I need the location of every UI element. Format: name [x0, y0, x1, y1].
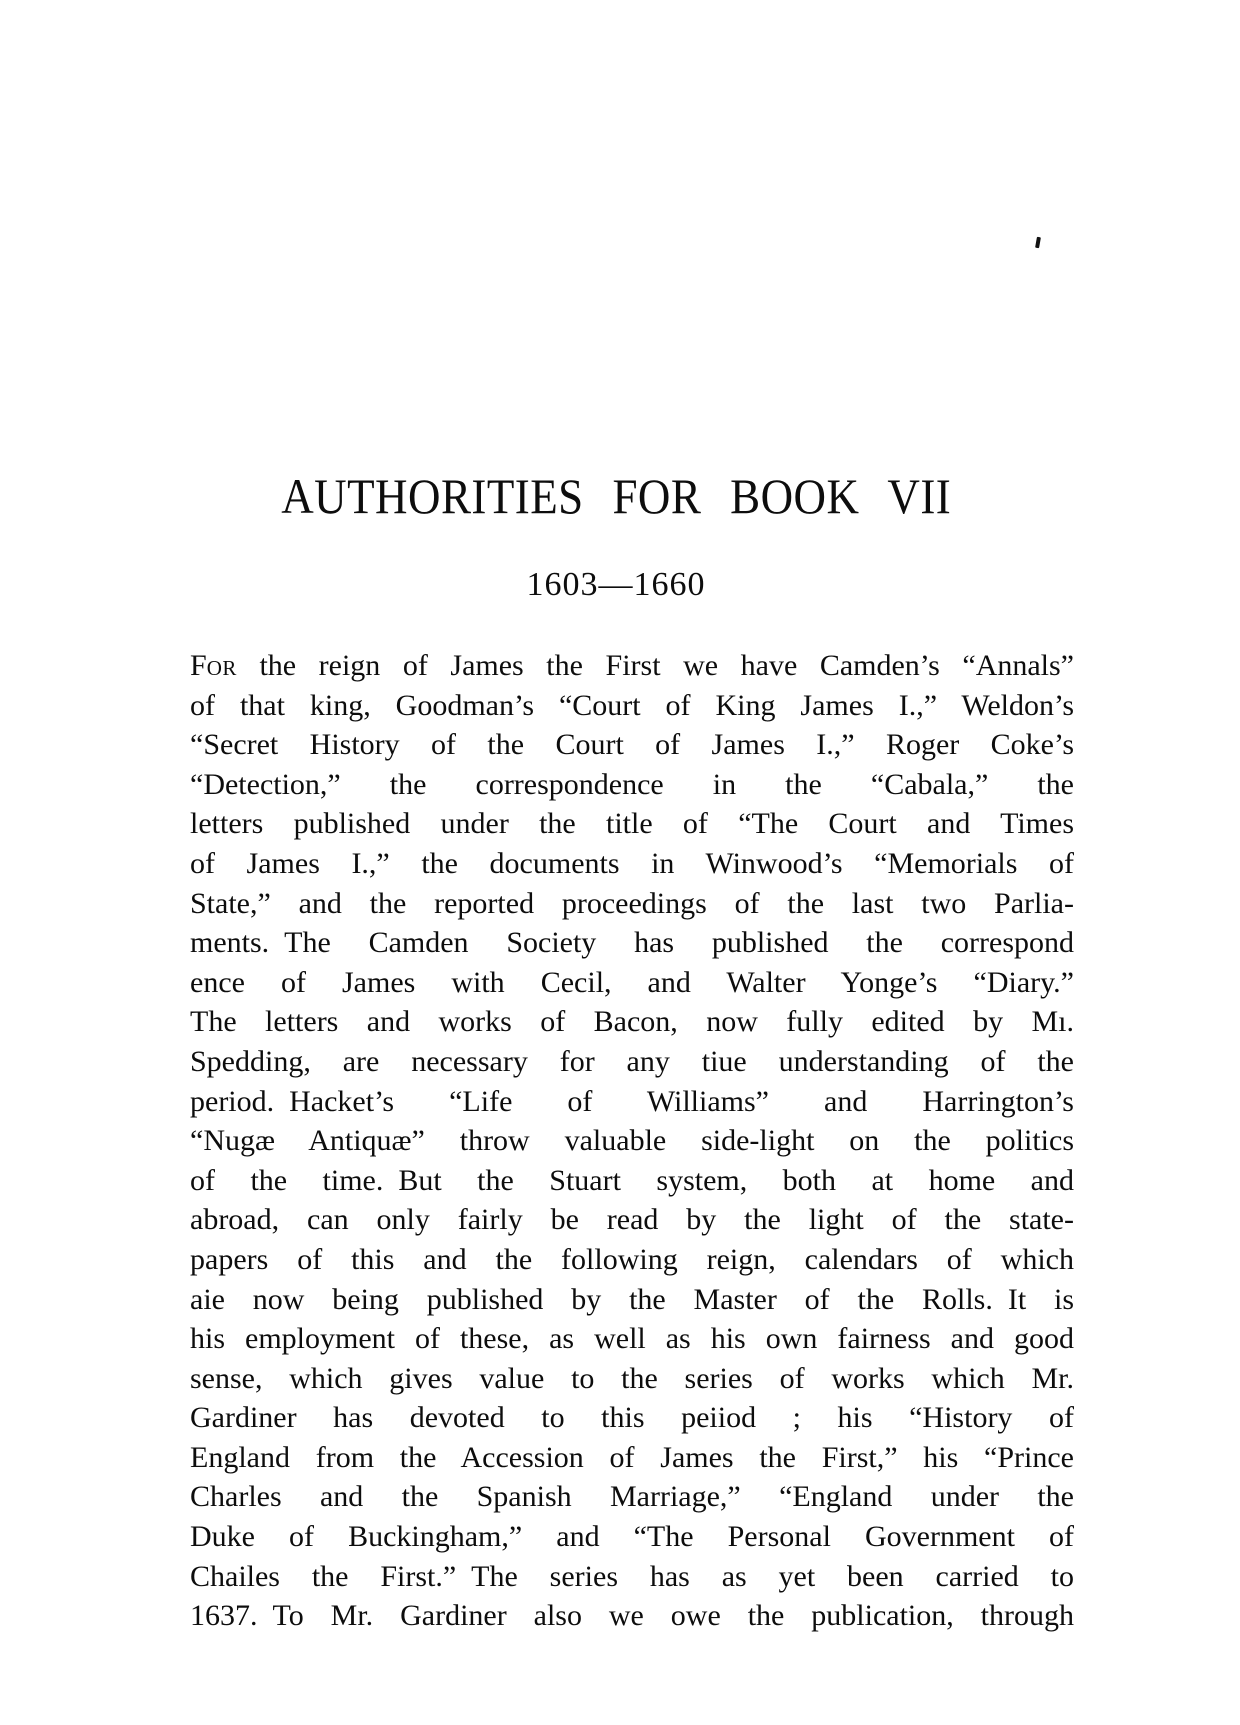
body-line: “Detection,” the correspondence in the “Cabala,” the [190, 767, 1074, 801]
body-line: period. Hacket’s “Life of Williams” and Harrington’s [190, 1084, 1074, 1118]
body-line [190, 646, 1074, 686]
lead-capital: F [190, 649, 207, 682]
body-line: letters published under the title of “The Court and Times [190, 807, 1074, 841]
body-line: “Nugæ Antiquæ” throw valuable side-light on the politics [190, 1124, 1074, 1158]
body-line: aie now being published by the Master of the Rolls. It is [190, 1282, 1074, 1316]
body-line: Spedding, are necessary for any tiue understanding of the [190, 1044, 1074, 1078]
body-line: Chailes the First.” The series has as yet been carried to [190, 1559, 1074, 1593]
body-line: sense, which gives value to the series of works which Mr. [190, 1361, 1074, 1395]
page-title-text: AUTHORITIES FOR BOOK VII [280, 468, 952, 524]
body-line: his employment of these, as well as his own fairness and good [190, 1322, 1074, 1356]
body-line: England from the Accession of James the First,” his “Prince [190, 1440, 1074, 1474]
body-line: of that king, Goodman’s “Court of King James I.,” Weldon’s [190, 688, 1074, 722]
body-line: The letters and works of Bacon, now fully edited by Mı. [190, 1005, 1074, 1039]
body-line: 1637. To Mr. Gardiner also we owe the publication, through [190, 1599, 1074, 1633]
body-line: of the time. But the Stuart system, both at home and [190, 1163, 1074, 1197]
page-title [0, 468, 1232, 534]
body-line: ments. The Camden Society has published the correspond [190, 926, 1074, 960]
body-line: ence of James with Cecil, and Walter Yonge’s “Diary.” [190, 965, 1074, 999]
body-text [190, 646, 1074, 1636]
body-line: Charles and the Spanish Marriage,” “England under the [190, 1480, 1074, 1514]
body-line: Gardiner has devoted to this peiiod ; his “History of [190, 1401, 1074, 1435]
body-line: “Secret History of the Court of James I.,” Roger Coke’s [190, 728, 1074, 762]
body-line: Duke of Buckingham,” and “The Personal Government of [190, 1520, 1074, 1554]
lead-smallcaps: or [206, 649, 237, 682]
scan-speck-artifact [1035, 237, 1041, 249]
date-range: 1603—1660 [526, 566, 706, 603]
body-line: papers of this and the following reign, calendars of which [190, 1242, 1074, 1276]
body-line: abroad, can only fairly be read by the light of the state- [190, 1203, 1074, 1237]
body-line: State,” and the reported proceedings of the last two Parlia- [190, 886, 1074, 920]
body-line-text: the reign of James the First we have Camden’s “Annals” [236, 649, 1074, 682]
body-line: of James I.,” the documents in Winwood’s “Memorials of [190, 846, 1074, 880]
